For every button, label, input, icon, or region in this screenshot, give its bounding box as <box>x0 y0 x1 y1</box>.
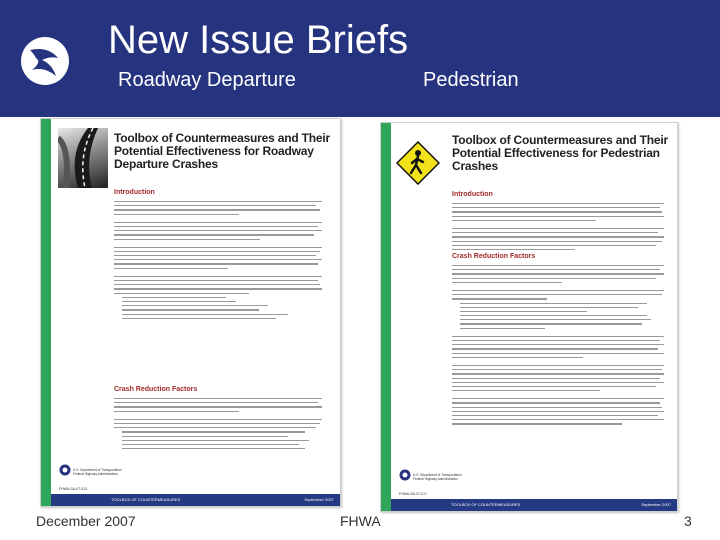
footer-label: TOOLBOX OF COUNTERMEASURES <box>451 502 521 507</box>
pedestrian-label: Pedestrian <box>423 69 519 91</box>
introduction-heading: Introduction <box>452 191 493 198</box>
publication-number: FHWA-SA-07-013 <box>59 487 88 491</box>
crf-text-lines <box>452 265 664 428</box>
usdot-seal-icon <box>399 469 411 481</box>
dot-logo-icon <box>20 36 70 86</box>
document-heading: Toolbox of Countermeasures and Their Potential Effectiveness for Roadway Departure Crashes <box>114 131 330 171</box>
publication-number: FHWA-SA-07-017 <box>399 492 428 496</box>
road-image <box>58 128 108 188</box>
slide-number: 3 <box>684 513 692 529</box>
document-footer-bar <box>51 494 340 506</box>
footer-label: TOOLBOX OF COUNTERMEASURES <box>111 497 181 502</box>
roadway-departure-brief[interactable] <box>40 118 341 507</box>
usdot-seal-icon <box>59 464 71 476</box>
agency-name: U.S. Department of Transportation Federal Highway Administration <box>73 468 122 476</box>
roadway-departure-label: Roadway Departure <box>118 69 296 91</box>
intro-text-lines <box>114 201 322 322</box>
slide-organization: FHWA <box>340 513 381 529</box>
title-banner <box>0 0 720 117</box>
crash-reduction-heading: Crash Reduction Factors <box>114 386 198 393</box>
pedestrian-brief[interactable] <box>380 122 678 512</box>
slide-title: New Issue Briefs <box>108 18 409 62</box>
road-curve-icon <box>58 128 108 188</box>
agency-name: U.S. Department of Transportation Federal Highway Administration <box>413 473 462 481</box>
document-side-strip <box>381 123 391 511</box>
slide-date: December 2007 <box>36 513 136 529</box>
introduction-heading: Introduction <box>114 189 155 196</box>
pedestrian-crossing-sign-icon <box>396 141 440 185</box>
document-footer-bar <box>391 499 677 511</box>
document-heading: Toolbox of Countermeasures and Their Potential Effectiveness for Pedestrian Crashes <box>452 133 668 173</box>
intro-text-lines <box>452 203 664 253</box>
crf-text-lines <box>114 398 322 452</box>
footer-date: September 2007 <box>641 502 671 507</box>
footer-date: September 2007 <box>304 497 334 502</box>
document-side-strip <box>41 119 51 506</box>
crash-reduction-heading: Crash Reduction Factors <box>452 253 536 260</box>
